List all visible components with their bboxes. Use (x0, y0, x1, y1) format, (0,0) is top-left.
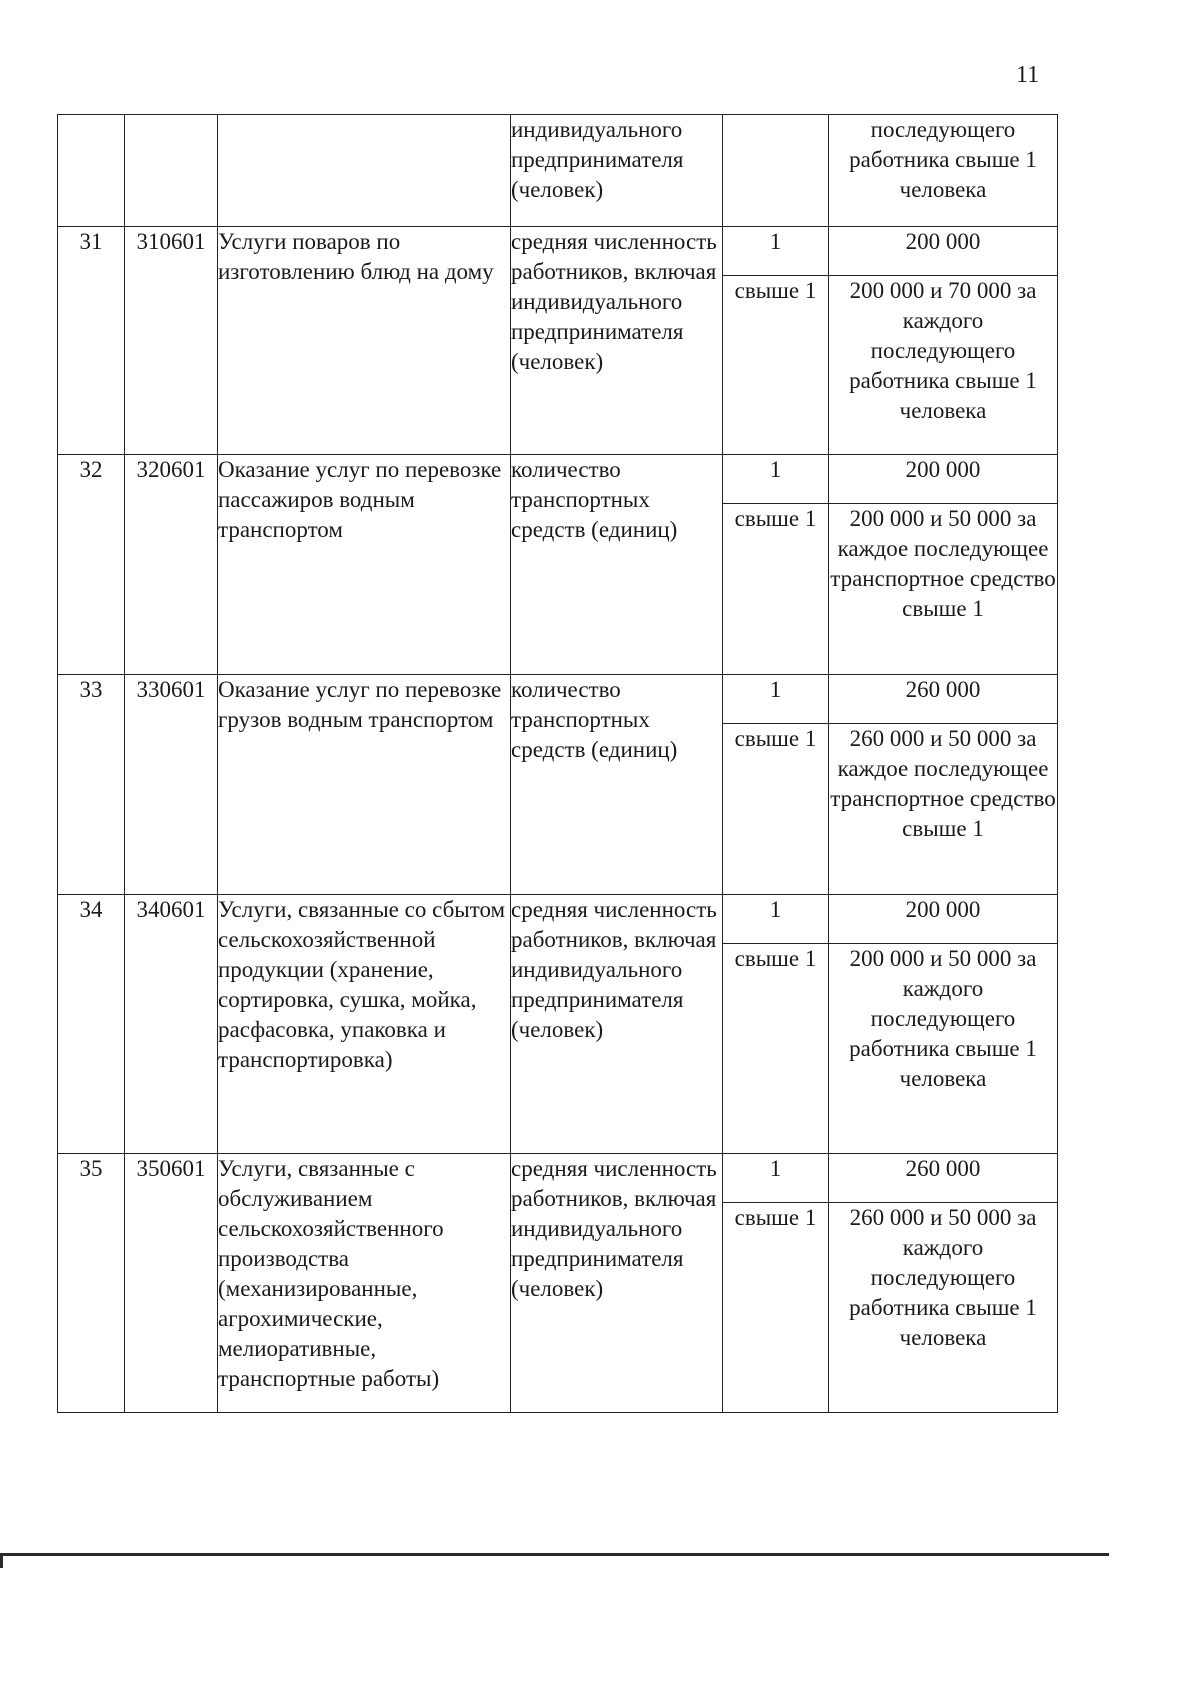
cell-qty: 1 (723, 675, 829, 724)
table-row (58, 1154, 1058, 1203)
cell-indicator: средняя численность работников, включая индивидуального предпринимателя (человек) (511, 895, 723, 1154)
cell-indicator: средняя численность работников, включая индивидуального предпринимателя (человек) (511, 1154, 723, 1413)
cell-num: 33 (58, 675, 125, 895)
cell-qty: 1 (723, 455, 829, 504)
cell-name: Услуги, связанные с обслуживанием сельскохозяйственного производства (механизированные, агрохимические, мелиоративные, транспортные работы) (218, 1154, 511, 1413)
cell-qty: свыше 1 (723, 724, 829, 895)
cell-code-empty (125, 115, 218, 227)
cell-num: 32 (58, 455, 125, 675)
cell-name: Оказание услуг по перевозке грузов водным транспортом (218, 675, 511, 895)
cell-indicator: индивидуального предпринимателя (человек) (511, 115, 723, 227)
cell-amount: 200 000 (829, 455, 1058, 504)
cell-code: 310601 (125, 227, 218, 455)
cell-num-empty (58, 115, 125, 227)
cell-code: 330601 (125, 675, 218, 895)
table-row (58, 675, 1058, 724)
cell-qty: 1 (723, 895, 829, 944)
cell-num: 35 (58, 1154, 125, 1413)
cell-amount: 200 000 и 70 000 за каждого последующего работника свыше 1 человека (829, 276, 1058, 455)
cell-amount: 200 000 (829, 227, 1058, 276)
cell-num: 31 (58, 227, 125, 455)
cell-qty: 1 (723, 227, 829, 276)
cell-amount: 260 000 и 50 000 за каждое последующее транспортное средство свыше 1 (829, 724, 1058, 895)
scan-bottom-rule (0, 1553, 1109, 1556)
cell-amount: 200 000 (829, 895, 1058, 944)
page-number: 11 (1016, 62, 1040, 88)
cell-qty: свыше 1 (723, 504, 829, 675)
table-row-continuation (58, 115, 1058, 227)
table-row (58, 895, 1058, 944)
cell-indicator: количество транспортных средств (единиц) (511, 455, 723, 675)
cell-name: Услуги, связанные со сбытом сельскохозяйственной продукции (хранение, сортировка, сушка, мойка, расфасовка, упаковка и транспортировка) (218, 895, 511, 1154)
scan-edge-mark (0, 1553, 3, 1568)
cell-amount: 200 000 и 50 000 за каждого последующего работника свыше 1 человека (829, 944, 1058, 1154)
cell-name: Услуги поваров по изготовлению блюд на дому (218, 227, 511, 455)
cell-amount: 260 000 (829, 675, 1058, 724)
tariff-table (57, 114, 1058, 1413)
cell-name: Оказание услуг по перевозке пассажиров водным транспортом (218, 455, 511, 675)
table-row (58, 455, 1058, 504)
cell-amount: последующего работника свыше 1 человека (829, 115, 1058, 227)
cell-amount: 260 000 (829, 1154, 1058, 1203)
cell-code: 320601 (125, 455, 218, 675)
cell-num: 34 (58, 895, 125, 1154)
cell-qty: 1 (723, 1154, 829, 1203)
cell-name-empty (218, 115, 511, 227)
cell-qty: свыше 1 (723, 276, 829, 455)
cell-amount: 200 000 и 50 000 за каждое последующее транспортное средство свыше 1 (829, 504, 1058, 675)
cell-indicator: количество транспортных средств (единиц) (511, 675, 723, 895)
table-row (58, 227, 1058, 276)
cell-qty: свыше 1 (723, 1203, 829, 1413)
cell-code: 340601 (125, 895, 218, 1154)
cell-amount: 260 000 и 50 000 за каждого последующего работника свыше 1 человека (829, 1203, 1058, 1413)
cell-qty: свыше 1 (723, 944, 829, 1154)
cell-code: 350601 (125, 1154, 218, 1413)
cell-indicator: средняя численность работников, включая индивидуального предпринимателя (человек) (511, 227, 723, 455)
cell-qty-empty (723, 115, 829, 227)
